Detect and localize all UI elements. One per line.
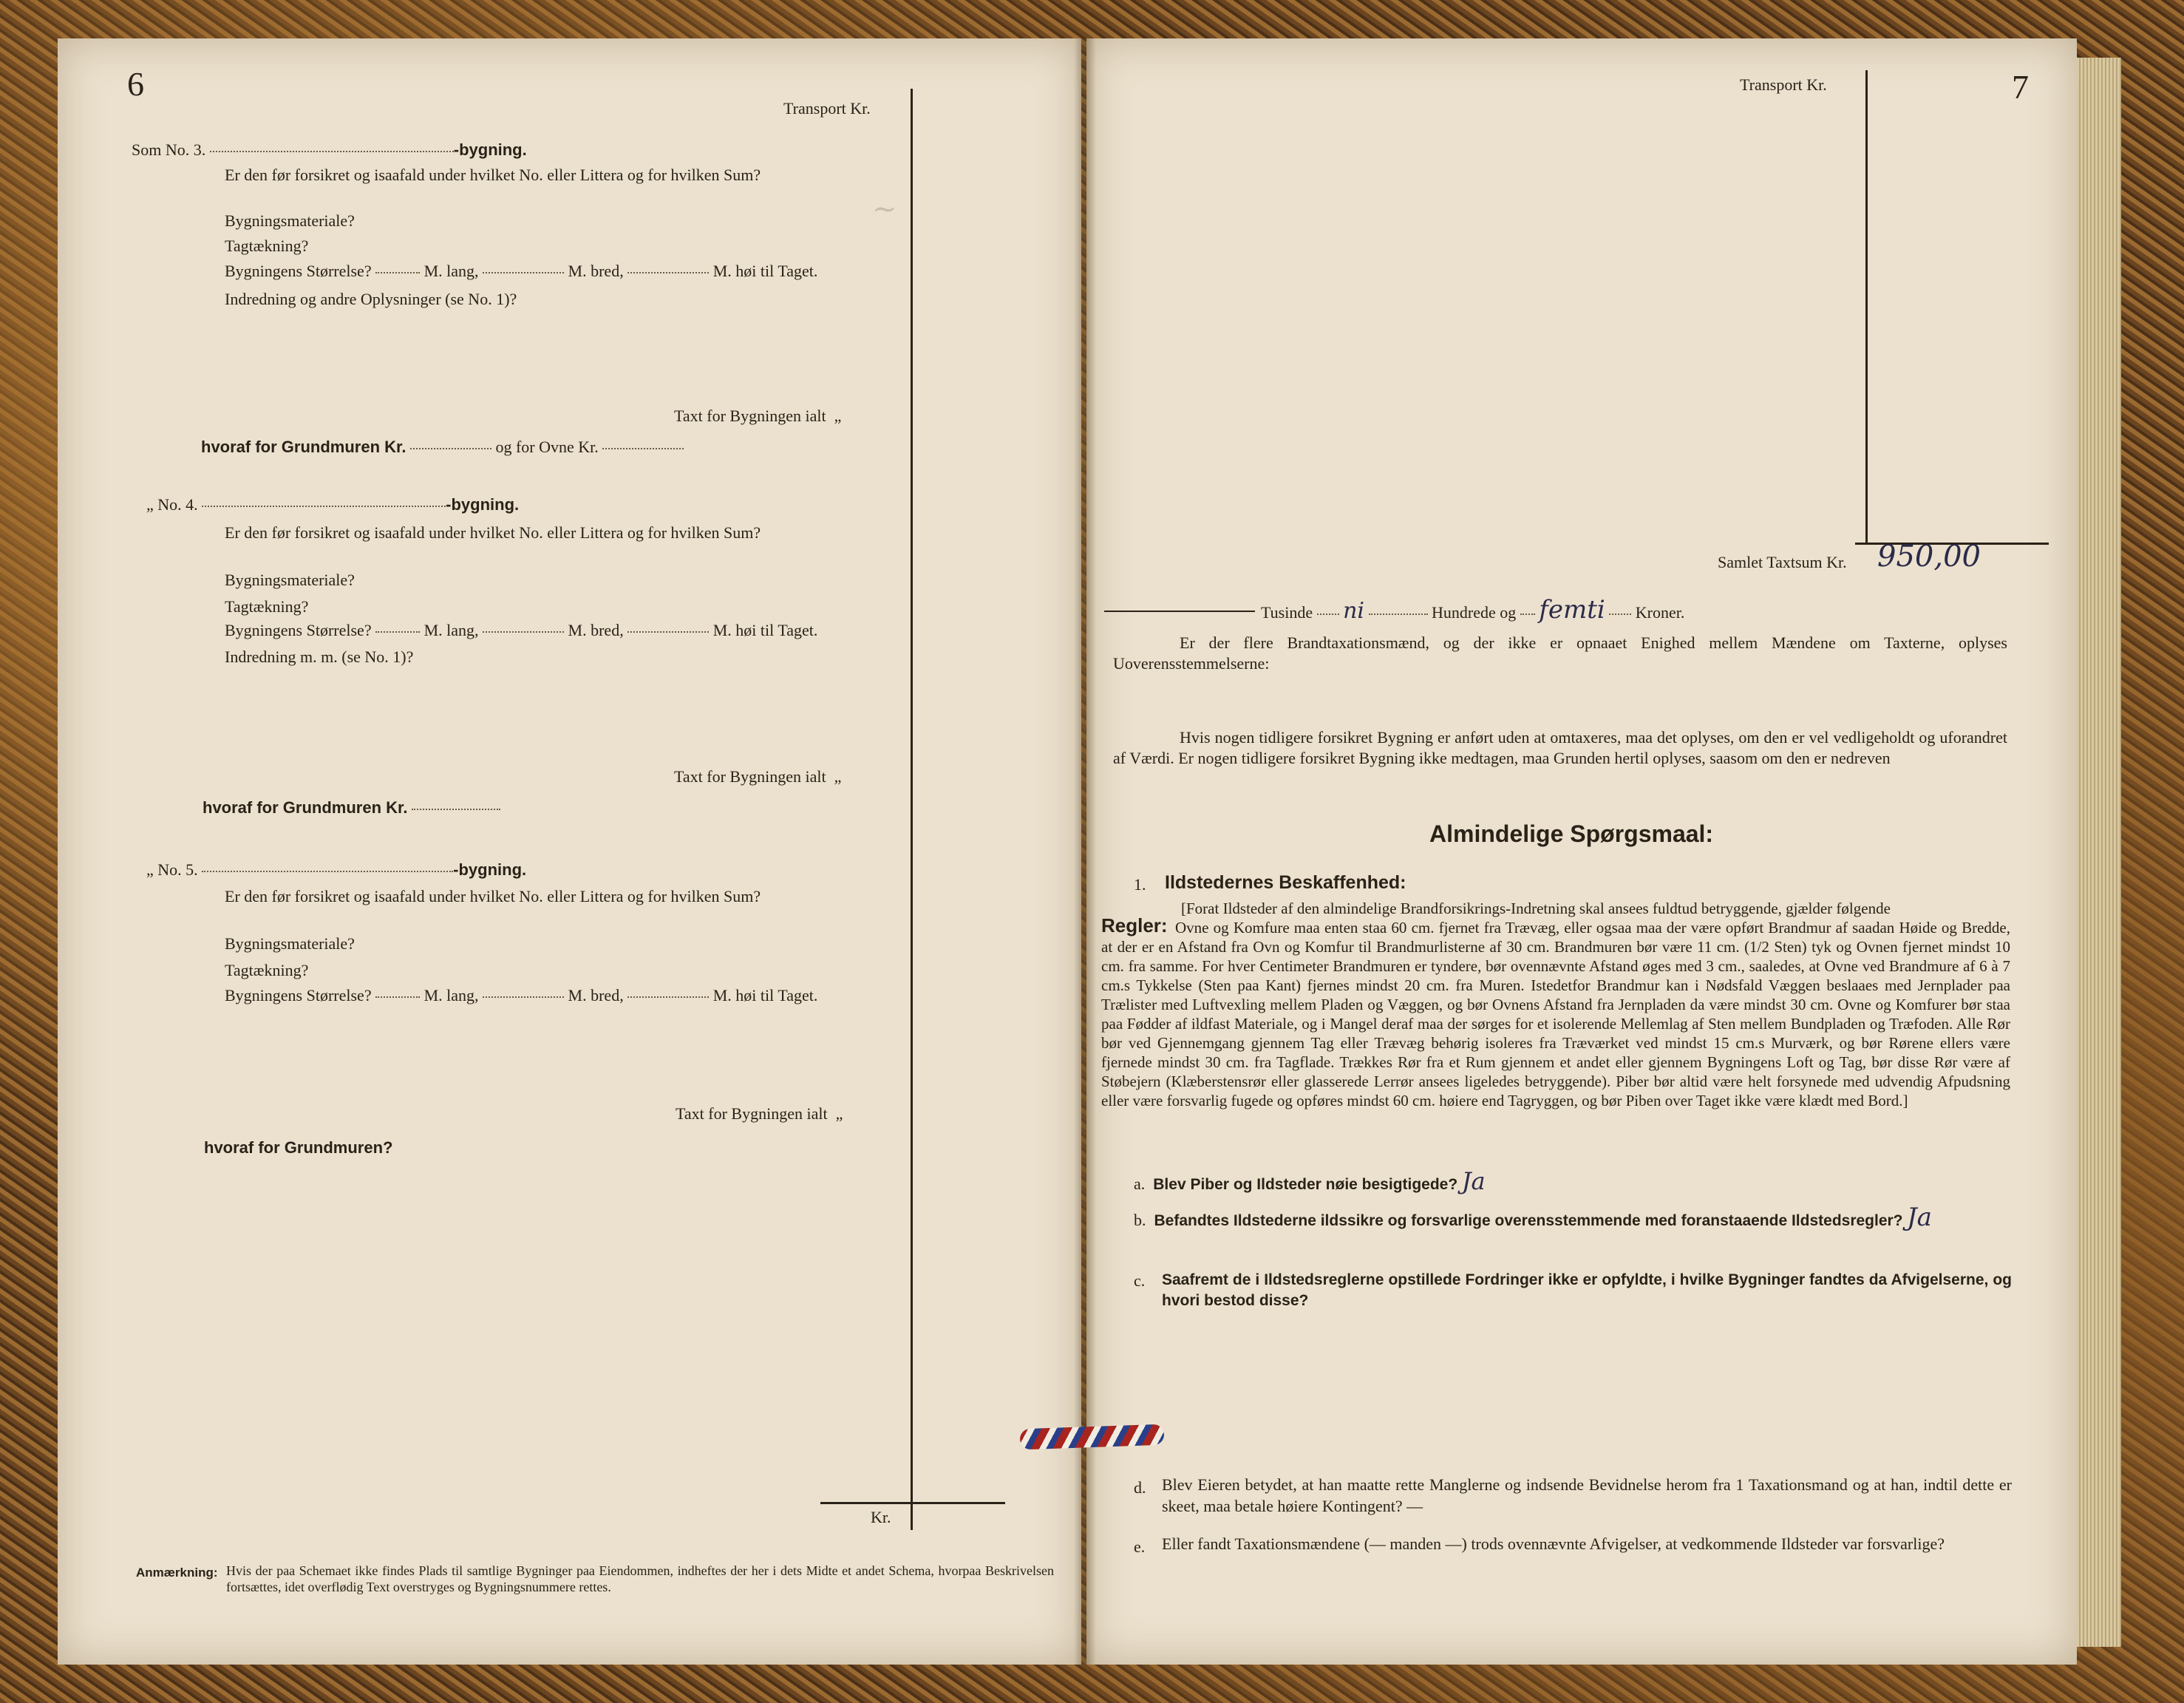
samlet-value: 950,00 <box>1877 540 1981 574</box>
blank <box>1369 613 1428 615</box>
regler-label: Regler: <box>1101 914 1168 937</box>
right-page <box>1086 38 2077 1665</box>
section-5-storrelse-row <box>225 986 817 1005</box>
section-3-question: Er den før forsikret og isaafald under hvilket No. eller Littera og for hvilken Sum? <box>225 166 761 184</box>
blank <box>602 447 684 449</box>
section-5-header <box>146 860 526 879</box>
section-4-bred: M. bred, <box>568 621 624 639</box>
section-3-storrelse: Bygningens Størrelse? <box>225 262 372 280</box>
transport-label-right: Transport Kr. <box>1740 75 1827 94</box>
question-e-text: Eller fandt Taxationsmændene (— manden —) trods ovennævnte Afvigelser, at vedkommende Ildsteder var forsvarlige? <box>1162 1534 1945 1553</box>
section-5-bred: M. bred, <box>568 986 624 1005</box>
section-5-bygning: -bygning. <box>453 860 527 879</box>
question-a-answer: Ja <box>1461 1167 1486 1195</box>
section-3-hvoraf-row <box>201 438 684 456</box>
almindelige-heading: Almindelige Spørgsmaal: <box>1429 820 1714 847</box>
blank <box>202 870 453 872</box>
uoverens-text: Er der flere Brandtaxationsmænd, og der ikke er opnaaet Enighed mellem Mændene om Taxterne, oplyses Uoverensstemmelserne: <box>1113 633 2007 673</box>
section-5-prefix: „ No. <box>146 860 182 879</box>
section-5-hvoraf-label: hvoraf for Grundmuren? <box>204 1138 393 1157</box>
section-4-tagtaekning: Tagtækning? <box>225 597 309 616</box>
section-5-number: 5. <box>186 860 198 879</box>
section-4-lang: M. lang, <box>423 621 479 639</box>
question-a-text: Blev Piber og Ildsteder nøie besigtigede? <box>1153 1176 1458 1193</box>
page-number-left: 6 <box>127 65 144 103</box>
blank <box>375 996 420 998</box>
hundrede-label: Hundrede og <box>1432 603 1517 622</box>
blank <box>627 630 709 633</box>
regler-intro: [Forat Ildsteder af den almindelige Brandforsikrings-Indretning skal ansees fuldtud betryggende, gjælder følgende <box>1181 900 1891 917</box>
section-5-question: Er den før forsikret og isaafald under hvilket No. eller Littera og for hvilken Sum? <box>225 887 761 905</box>
kr-label-left: Kr. <box>871 1508 891 1526</box>
page-number-right: 7 <box>2012 68 2029 106</box>
tusinde-label: Tusinde <box>1261 603 1313 622</box>
section-3-hoi: M. høi til Taget. <box>712 262 818 280</box>
section-3-bred: M. bred, <box>568 262 624 280</box>
section-4-quote: „ <box>834 767 842 786</box>
tusinde-rule <box>1104 611 1255 612</box>
section-4-hoi: M. høi til Taget. <box>712 621 818 639</box>
section-4-taxt-row <box>674 767 841 786</box>
section-3-hvoraf: hvoraf for Grundmuren Kr. <box>201 438 406 456</box>
kr-total-line-left <box>820 1502 1005 1504</box>
section-5-tagtaekning: Tagtækning? <box>225 961 309 979</box>
section-4-hvoraf-row <box>203 798 500 817</box>
blank <box>375 271 420 273</box>
section-5-hoi: M. høi til Taget. <box>712 986 818 1005</box>
blank <box>410 447 491 449</box>
section-4-header <box>146 495 519 514</box>
section-5-storrelse: Bygningens Størrelse? <box>225 986 372 1005</box>
anmaerkning-text: Hvis der paa Schemaet ikke findes Plads til samtlige Bygninger paa Eiendommen, indheftes der her i dets Midte et andet Schema, hvorpaa Beskrivelsen fortsættes, idet overflødig Text overstryges og Bygningsnummere rettes. <box>226 1563 1054 1594</box>
section-3-number: 3. <box>193 140 206 159</box>
question-c-letter: c. <box>1134 1271 1146 1290</box>
blank <box>483 630 564 633</box>
hundrede-value: femti <box>1539 595 1605 625</box>
question-d-text: Blev Eieren betydet, at han maatte rette Manglerne og indsende Bevidnelse herom fra 1 Taxationsmand og at han, indtil dette er skeet, maa betale høiere Kontingent? — <box>1162 1475 2012 1515</box>
question-e-letter: e. <box>1134 1537 1146 1556</box>
amount-column-line-right <box>1865 70 1868 543</box>
bleed-through-mark: ~ <box>872 192 897 226</box>
section-4-taxt: Taxt for Bygningen ialt <box>674 767 826 786</box>
section-3-header <box>132 140 527 159</box>
section-4-number: 4. <box>186 495 198 514</box>
regler-text: Ovne og Komfure maa enten staa 60 cm. fjernet fra Trævæg, eller ogsaa maa der være opført Brandmur af saadan Høide og Bredde, at der er en Afstand fra Ovn og Komfur til Brandmurlisterne af 30 cm. Brandmuren bør være 11 cm. (1/2 Sten) tyk og Ovnen fjernet mindst 10 cm. fra samme. For hver Centimeter Brandmuren er tyndere, bør ovennævnte Afstand øges med 3 cm., saaledes, at Ovne ved Brandmure af 6 à 7 cm.s Tykkelse (Sten paa Kant) fjernes mindst 20 cm. fra Muren. Istedetfor Brandmur kan i Nødsfald Væggen beslaaes med Jernplader paa Trælister med Luftvexling mellem Pladen og Væggen, og bør Ovnens Afstand fra Jernpladen da være mindst 30 cm. Ovne og Komfurer bør staa paa Fødder af ildfast Materiale, og i Mangel deraf maa der sørges for et isolerende Mellemlag af Sten mellem Bundpladen og Træfoden. Alle Rør bør ved Gjennemgang gjennem Tag eller Trævæg behørig isoleres fra Træværket ved mindst 15 cm.s Murværk, og bør Rørene ellers være fjernede mindst 30 cm. fra Tagflade. Trækkes Rør fra et Rum gjennem et andet eller gjennem Bygningens Loft og Tag, bør disse Rør være af Støbejern (Klæberstensrør eller glasserede Lerrør ansees ligeledes betryggende). Piber bør altid være helt forsynede med udvendig Afpudsning eller være forsvarlig fugede og opføres mindst 60 cm. høiere end Tagryggen, og bør Piben over Taget ikke være klædt med Bord.] <box>1101 919 2010 1109</box>
transport-label-left: Transport Kr. <box>783 99 871 118</box>
question-b <box>1134 1203 1932 1232</box>
question-a <box>1134 1168 1486 1195</box>
anmaerkning-label: Anmærkning: <box>136 1566 218 1580</box>
section-5-hvoraf <box>204 1138 392 1157</box>
q1-title: Ildstedernes Beskaffenhed: <box>1165 872 1406 893</box>
section-4-materiale: Bygningsmateriale? <box>225 571 355 589</box>
blank <box>1520 613 1535 615</box>
question-b-answer: Ja <box>1907 1203 1932 1232</box>
section-3-bygning: -bygning. <box>453 140 527 159</box>
amount-column-line-left <box>911 89 913 1530</box>
section-5-materiale: Bygningsmateriale? <box>225 934 355 953</box>
samlet-label: Samlet Taxtsum Kr. <box>1718 553 1847 571</box>
section-4-prefix: „ No. <box>146 495 182 514</box>
blank <box>1609 613 1631 615</box>
section-3-taxt: Taxt for Bygningen ialt <box>674 407 826 425</box>
section-3-materiale: Bygningsmateriale? <box>225 211 355 230</box>
question-d-letter: d. <box>1134 1478 1146 1497</box>
book-gutter <box>1074 38 1096 1665</box>
left-page <box>58 38 1081 1665</box>
section-3-ovne: og for Ovne Kr. <box>495 438 599 456</box>
section-5-lang: M. lang, <box>423 986 479 1005</box>
section-3-quote: „ <box>834 407 842 425</box>
blank <box>412 808 500 810</box>
question-b-letter: b. <box>1134 1211 1146 1229</box>
question-c-text: Saafremt de i Ildstedsreglerne opstillede Fordringer ikke er opfyldte, i hvilke Bygninger fandtes da Afvigelserne, og hvori bestod disse? <box>1162 1271 2012 1309</box>
blank <box>375 630 420 633</box>
section-3-lang: M. lang, <box>423 262 479 280</box>
tusinde-value: ni <box>1343 598 1365 624</box>
section-3-storrelse-row <box>225 262 817 280</box>
page-edges <box>2077 58 2121 1647</box>
section-5-taxt-row <box>676 1104 843 1123</box>
section-4-hvoraf: hvoraf for Grundmuren Kr. <box>203 798 408 817</box>
section-3-tagtaekning: Tagtækning? <box>225 237 309 255</box>
blank <box>627 996 709 998</box>
section-4-indredning: Indredning m. m. (se No. 1)? <box>225 647 414 666</box>
section-4-storrelse: Bygningens Størrelse? <box>225 621 372 639</box>
blank <box>1317 613 1339 615</box>
section-5-quote: „ <box>835 1104 843 1123</box>
tusinde-row <box>1261 596 1684 625</box>
section-3-taxt-row <box>674 407 841 425</box>
kroner-label: Kroner. <box>1635 603 1685 622</box>
blank <box>483 271 564 273</box>
section-4-question: Er den før forsikret og isaafald under hvilket No. eller Littera og for hvilken Sum? <box>225 523 761 542</box>
q1-number: 1. <box>1134 875 1146 894</box>
question-a-letter: a. <box>1134 1175 1146 1193</box>
section-3-indredning: Indredning og andre Oplysninger (se No. 1)? <box>225 290 517 308</box>
blank <box>483 996 564 998</box>
section-4-bygning: -bygning. <box>446 495 520 514</box>
blank <box>202 505 446 507</box>
section-3-name-blank <box>210 150 454 152</box>
question-b-text: Befandtes Ildstederne ildssikre og forsvarlige overensstemmende med foranstaaende Ildstedsregler? <box>1154 1212 1903 1229</box>
section-3-prefix: Som No. <box>132 140 190 159</box>
blank <box>627 271 709 273</box>
section-5-taxt: Taxt for Bygningen ialt <box>676 1104 828 1123</box>
hvis-nogen-text: Hvis nogen tidligere forsikret Bygning er anført uden at omtaxeres, maa det oplyses, om den er vel vedligeholdt og uforandret af Værdi. Er nogen tidligere forsikret Bygning ikke medtagen, maa Grunden hertil oplyses, saasom om den er nedreven <box>1113 728 2007 767</box>
section-4-storrelse-row <box>225 621 817 639</box>
